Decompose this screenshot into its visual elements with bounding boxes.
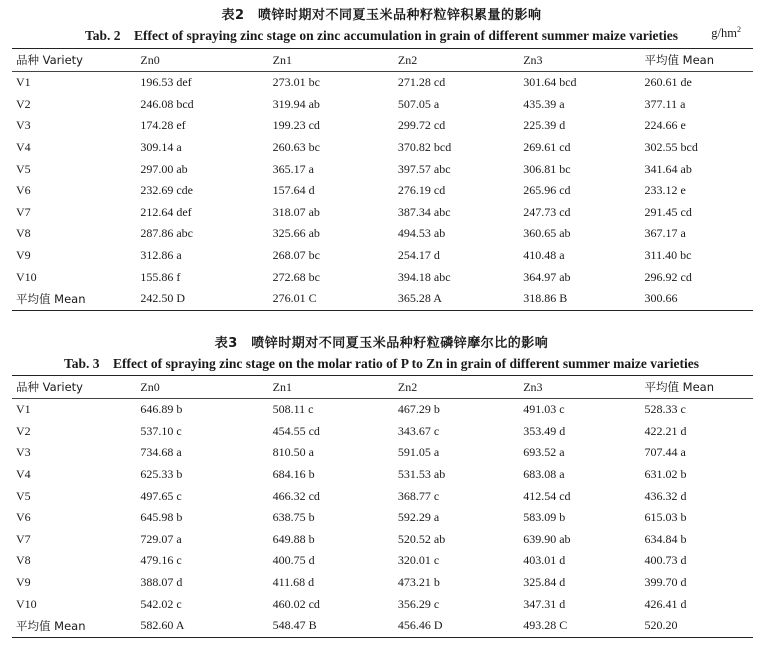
table3-cell: 683.08 a	[523, 467, 565, 482]
table3-cell: 625.33 b	[140, 467, 183, 482]
table2-unit-sup: 2	[737, 25, 741, 34]
table3-cell: 412.54 cd	[523, 488, 571, 503]
table3-cell: 426.41 d	[644, 596, 687, 611]
table2-row	[12, 266, 753, 288]
table3-cell: 454.55 cd	[272, 423, 320, 438]
table3-cell: 460.02 cd	[272, 596, 320, 611]
table3-row	[12, 529, 753, 551]
table2-cell: 291.45 cd	[644, 204, 692, 219]
table2-cell: 260.63 bc	[272, 140, 320, 155]
table3-cell: 582.60 A	[140, 615, 272, 637]
table2-row	[12, 245, 753, 267]
table2-row-label: V1	[16, 75, 31, 90]
table2-cell: 299.72 cd	[397, 118, 446, 133]
table3-cell: 592.29 a	[397, 510, 440, 525]
table3-cell: 693.52 a	[523, 445, 565, 460]
table3-row-label: V8	[16, 553, 31, 568]
table3-cell: 325.84 d	[523, 575, 566, 590]
table3-header-zn0: Zn0	[140, 376, 272, 399]
table2-cell: 341.64 ab	[644, 161, 692, 176]
table3-cell: 388.07 d	[140, 575, 183, 590]
table3-cell: 422.21 d	[644, 423, 687, 438]
table3-cell: 456.46 D	[398, 615, 523, 637]
table2-header-mean: 平均值 Mean	[645, 49, 753, 72]
table2-unit	[711, 25, 741, 41]
table3-cell: 542.02 c	[140, 596, 182, 611]
table3-cell: 400.73 d	[644, 553, 687, 568]
table2-cell: 246.08 bcd	[140, 96, 194, 111]
table2-cell: 364.97 ab	[523, 269, 571, 284]
table3-cell: 638.75 b	[272, 510, 315, 525]
table3-cell: 343.67 c	[397, 423, 440, 438]
table2-cell: 212.64 def	[140, 204, 192, 219]
table3-cell: 479.16 c	[140, 553, 182, 568]
table2-cell: 268.07 bc	[272, 248, 320, 263]
table2-cell: 318.07 ab	[272, 204, 320, 219]
table2-row	[12, 223, 753, 245]
table2-cell: 157.64 d	[272, 183, 315, 198]
table2-row	[12, 288, 753, 310]
table2-cell: 273.01 bc	[272, 75, 320, 90]
table3-row	[12, 442, 753, 464]
table3-header-zn3: Zn3	[523, 376, 644, 399]
table2-header-variety: 品种 Variety	[12, 49, 140, 72]
table2-cell: 155.86 f	[140, 269, 181, 284]
table3-cell: 320.01 c	[397, 553, 440, 568]
table2-cell: 302.55 bcd	[644, 140, 698, 155]
table3-caption-cn: 表3 喷锌时期对不同夏玉米品种籽粒磷锌摩尔比的影响	[214, 336, 549, 351]
table3-cell: 645.98 b	[140, 510, 183, 525]
table3-row-label: V3	[16, 445, 31, 460]
table2-cell: 507.05 a	[397, 96, 440, 111]
table3-cell: 368.77 c	[397, 488, 440, 503]
table2-cell: 296.92 cd	[644, 269, 692, 284]
table3-cell: 399.70 d	[644, 575, 687, 590]
table3-cell: 466.32 cd	[272, 488, 320, 503]
table2-header-zn0: Zn0	[140, 49, 272, 72]
table3-cell: 347.31 d	[523, 596, 566, 611]
table2-cell: 199.23 cd	[272, 118, 320, 133]
table2-cell: 232.69 cde	[140, 183, 194, 198]
table2-cell: 306.81 bc	[523, 161, 571, 176]
table3-cell: 491.03 c	[523, 402, 565, 417]
table2-row-label: V6	[16, 183, 31, 198]
table2-cell: 311.40 bc	[644, 248, 692, 263]
table3-row	[12, 485, 753, 507]
table2-cell: 225.39 d	[523, 118, 566, 133]
table3-row-label: V9	[16, 575, 31, 590]
table3-cell: 649.88 b	[272, 531, 315, 546]
table2-row	[12, 94, 753, 116]
table3-row-label: V10	[16, 596, 37, 611]
table3-row-label: V5	[16, 488, 31, 503]
table3-cell: 467.29 b	[397, 402, 440, 417]
table2-cell: 271.28 cd	[397, 75, 446, 90]
table2-cell: 276.19 cd	[397, 183, 446, 198]
table2-cell: 435.39 a	[523, 96, 565, 111]
table3-cell: 497.65 c	[140, 488, 182, 503]
table2-header-zn2: Zn2	[398, 49, 523, 72]
table3-cell: 537.10 c	[140, 423, 182, 438]
table3-cell: 707.44 a	[644, 445, 686, 460]
table3-cell: 615.03 b	[644, 510, 687, 525]
table3-cell: 531.53 ab	[397, 467, 446, 482]
table3-row	[12, 572, 753, 594]
table2-cell: 325.66 ab	[272, 226, 320, 241]
table2-cell: 242.50 D	[140, 288, 272, 310]
table2-cell: 254.17 d	[397, 248, 440, 263]
table2-cell: 300.66	[645, 288, 753, 310]
table3-row-label: V4	[16, 467, 31, 482]
table3-row	[12, 464, 753, 486]
table3-header-row	[12, 376, 753, 399]
table3-row	[12, 550, 753, 572]
table2-cell: 367.17 a	[644, 226, 686, 241]
table2-cell: 410.48 a	[523, 248, 565, 263]
table3-row	[12, 615, 753, 637]
table3-cell: 548.47 B	[273, 615, 398, 637]
table2-row	[12, 158, 753, 180]
table3-row	[12, 399, 753, 421]
table2-cell: 387.34 abc	[397, 204, 451, 219]
table2-caption-cn: 表2 喷锌时期对不同夏玉米品种籽粒锌积累量的影响	[221, 8, 542, 23]
table3-header-zn2: Zn2	[398, 376, 523, 399]
table2-row-label: V8	[16, 226, 31, 241]
table2-cell: 312.86 a	[140, 248, 182, 263]
table2-cell: 247.73 cd	[523, 204, 571, 219]
table2-cell: 272.68 bc	[272, 269, 320, 284]
table2-cell: 301.64 bcd	[523, 75, 577, 90]
table3-cell: 411.68 d	[272, 575, 315, 590]
table2-cell: 494.53 ab	[397, 226, 446, 241]
table2-header-row	[12, 49, 753, 72]
table2-caption-en	[0, 24, 763, 44]
table2-cell: 319.94 ab	[272, 96, 320, 111]
table2-cell: 397.57 abc	[397, 161, 451, 176]
table2-row-label: V9	[16, 248, 31, 263]
table2-row	[12, 115, 753, 137]
table3-cell: 583.09 b	[523, 510, 566, 525]
table3-cell: 631.02 b	[644, 467, 687, 482]
table2-header-zn3: Zn3	[523, 49, 644, 72]
table2-cell: 276.01 C	[273, 288, 398, 310]
table2-caption-en-text: Tab. 2 Effect of spraying zinc stage on zinc accumulation in grain of different summer maize varieties	[85, 28, 678, 43]
table3-cell: 646.89 b	[140, 402, 183, 417]
table2-row	[12, 72, 753, 94]
table2-row-label: V3	[16, 118, 31, 133]
table2	[12, 48, 753, 311]
table2-cell: 196.53 def	[140, 75, 192, 90]
table3-cell: 356.29 c	[397, 596, 440, 611]
table2-row-label: V2	[16, 96, 31, 111]
table2-row-label: 平均值 Mean	[12, 288, 140, 310]
table2-row	[12, 180, 753, 202]
table2-header-zn1: Zn1	[273, 49, 398, 72]
table3-row	[12, 421, 753, 443]
table3-cell: 473.21 b	[397, 575, 440, 590]
table3-cell: 639.90 ab	[523, 531, 571, 546]
table3-cell: 353.49 d	[523, 423, 566, 438]
table3-cell: 634.84 b	[644, 531, 687, 546]
table3-cell: 520.52 ab	[397, 531, 446, 546]
table2-cell: 233.12 e	[644, 183, 686, 198]
table2-cell: 370.82 bcd	[397, 140, 452, 155]
table3-cell: 400.75 d	[272, 553, 315, 568]
table2-cell: 265.96 cd	[523, 183, 571, 198]
table3-cell: 493.28 C	[523, 615, 644, 637]
table3-cell: 520.20	[645, 615, 753, 637]
table2-cell: 318.86 B	[523, 288, 644, 310]
table3-row-label: V1	[16, 402, 31, 417]
table3-cell: 528.33 c	[644, 402, 686, 417]
table2-cell: 287.86 abc	[140, 226, 194, 241]
table3-cell: 734.68 a	[140, 445, 182, 460]
table3-cell: 403.01 d	[523, 553, 566, 568]
table2-row-label: V5	[16, 161, 31, 176]
table2-cell: 260.61 de	[644, 75, 692, 90]
table2-cell: 174.28 ef	[140, 118, 186, 133]
table3-caption-en: Tab. 3 Effect of spraying zinc stage on the molar ratio of P to Zn in grain of different summer maize varieties	[63, 356, 700, 371]
table2-cell: 360.65 ab	[523, 226, 571, 241]
table3-header-mean: 平均值 Mean	[645, 376, 753, 399]
table3-cell: 684.16 b	[272, 467, 315, 482]
table3-header-variety: 品种 Variety	[12, 376, 140, 399]
table3-cell: 729.07 a	[140, 531, 182, 546]
table2-cell: 269.61 cd	[523, 140, 571, 155]
table3-cell: 591.05 a	[397, 445, 440, 460]
table2-cell: 377.11 a	[644, 96, 686, 111]
table2-row-label: V7	[16, 204, 31, 219]
table3-row	[12, 593, 753, 615]
table2-cell: 309.14 a	[140, 140, 182, 155]
table3-row-label: V7	[16, 531, 31, 546]
table3-row-label: V6	[16, 510, 31, 525]
table2-cell: 297.00 ab	[140, 161, 188, 176]
table2-row-label: V10	[16, 269, 37, 284]
table3-row-label: V2	[16, 423, 31, 438]
table2-cell: 394.18 abc	[397, 269, 451, 284]
table3-cell: 810.50 a	[272, 445, 314, 460]
table2-row	[12, 202, 753, 224]
table2-cell: 365.28 A	[398, 288, 523, 310]
table2-cell: 365.17 a	[272, 161, 314, 176]
table3-header-zn1: Zn1	[273, 376, 398, 399]
table3	[12, 375, 753, 638]
table3-row	[12, 507, 753, 529]
table2-unit-text: g/hm	[711, 26, 737, 41]
table2-cell: 224.66 e	[644, 118, 686, 133]
table2-row	[12, 137, 753, 159]
table3-row-label: 平均值 Mean	[12, 615, 140, 637]
table3-cell: 508.11 c	[272, 402, 314, 417]
table3-cell: 436.32 d	[644, 488, 687, 503]
table2-row-label: V4	[16, 140, 31, 155]
